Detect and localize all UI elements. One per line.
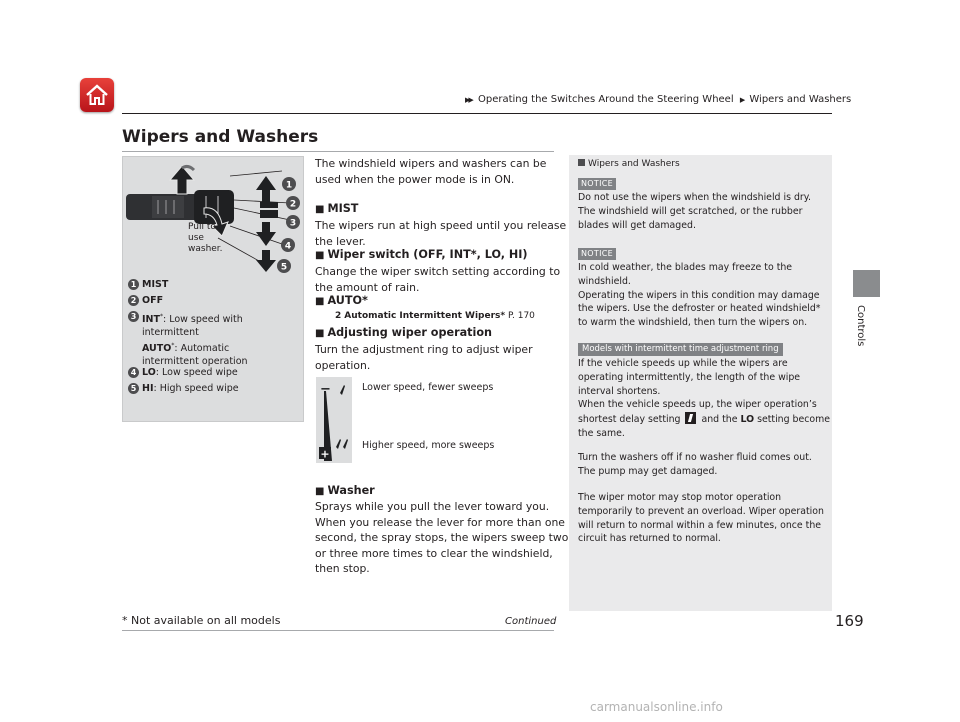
position-arrow-mist-icon [256, 176, 276, 202]
adjusting-paragraph: Turn the adjustment ring to adjust wiper operation. [315, 343, 533, 372]
callout-1 [282, 177, 296, 191]
svg-text:4: 4 [284, 241, 292, 252]
svg-text:3: 3 [289, 218, 297, 229]
adjustment-ring-illustration [316, 377, 352, 463]
breadcrumb-current: Wipers and Washers [749, 94, 852, 105]
watermark: carmanualsonline.info [590, 700, 723, 714]
auto-wipers-reference-link[interactable]: 2 Automatic Intermittent Wipers* P. 170 [335, 311, 535, 321]
reference-arrow-icon: 2 [335, 311, 342, 321]
section-heading-washer: ■ Washer [315, 484, 375, 497]
chapter-tab[interactable] [853, 270, 880, 297]
wiper-motor-note: The wiper motor may stop motor operation temporarily to prevent an overload. Wiper operation will return to normal within a few minutes, once the circuit has returned to normal. [578, 492, 824, 545]
footnote: * Not available on all models [122, 614, 281, 627]
header-divider [122, 113, 832, 114]
notice-cold-weather: In cold weather, the blades may freeze to the windshield. Operating the wipers in this condition may damage the wipers. Use the defroster or heated windshield* to warm the windshield, then turn the wipers on. [578, 262, 821, 329]
home-icon [84, 82, 110, 108]
mist-paragraph: The wipers run at high speed until you release the lever. [315, 219, 567, 248]
section-heading-wiper-switch: ■ Wiper switch (OFF, INT*, LO, HI) [315, 248, 528, 261]
washer-fluid-note: Turn the washers off if no washer fluid comes out. The pump may get damaged. [578, 452, 812, 477]
svg-text:−: − [320, 382, 331, 397]
washer-paragraph: Sprays while you pull the lever toward you. When you release the lever for more than one second, the spray stops, the wipers sweep two or three more times to clear the windshield, then stop. [315, 500, 569, 576]
continued-label: Continued [505, 616, 557, 627]
svg-text:+: + [320, 447, 330, 461]
wiper-lever-illustration [122, 156, 304, 276]
section-heading-adjusting: ■ Adjusting wiper operation [315, 326, 492, 339]
footer-divider [122, 630, 554, 631]
page-title: Wipers and Washers [122, 127, 319, 147]
wiper-switch-paragraph: Change the wiper switch setting according to the amount of rain. [315, 265, 561, 294]
breadcrumb-link-switches[interactable]: Operating the Switches Around the Steering Wheel [477, 94, 734, 105]
notice-dry-windshield: Do not use the wipers when the windshield is dry. The windshield will get scratched, or the rubber blades will get damaged. [578, 192, 811, 231]
models-badge: Models with intermittent time adjustment ring [578, 343, 783, 356]
adjustment-ring-figure [316, 377, 352, 463]
notice-badge: NOTICE [578, 248, 616, 260]
pull-to-use-washer-label: Pull to use washer. [188, 222, 223, 254]
single-wipe-icon [340, 385, 345, 395]
callout-3 [286, 215, 300, 229]
section-heading-mist: ■ MIST [315, 202, 359, 215]
svg-text:1: 1 [285, 180, 293, 191]
position-arrow-hi-icon [256, 250, 276, 272]
double-wipe-icon [336, 439, 341, 449]
position-arrow-lo-icon [256, 222, 276, 246]
intermittent-delay-icon [685, 412, 696, 424]
callout-5 [277, 259, 291, 273]
callout-2 [286, 196, 300, 210]
chapter-tab-label[interactable]: Controls [855, 305, 866, 347]
breadcrumb-arrow-icon: ▶ [739, 96, 744, 104]
breadcrumb-arrow-icon: ▶▶ [465, 96, 472, 104]
intro-paragraph: The windshield wipers and washers can be used when the power mode is in ON. [315, 157, 547, 186]
title-divider [122, 151, 554, 152]
section-heading-auto: ■ AUTO* [315, 294, 368, 307]
breadcrumb [465, 94, 851, 105]
callout-4 [281, 238, 295, 252]
notes-title: Wipers and Washers [578, 159, 680, 169]
svg-text:2: 2 [289, 199, 297, 210]
note-marker-icon [578, 159, 585, 166]
models-note: If the vehicle speeds up while the wipers are operating intermittently, the length of the wipe interval shortens. When the vehicle speeds up, the wiper operation’s shortest delay setting and the LO setting become the same. [578, 358, 831, 439]
mist-arrow-icon [170, 166, 194, 194]
home-button[interactable] [80, 78, 114, 112]
higher-speed-label: Higher speed, more sweeps [362, 440, 495, 451]
lower-speed-label: Lower speed, fewer sweeps [362, 382, 494, 393]
position-off-icon [260, 202, 278, 208]
svg-text:5: 5 [280, 262, 288, 273]
notice-badge: NOTICE [578, 178, 616, 190]
page-number: 169 [835, 612, 864, 630]
